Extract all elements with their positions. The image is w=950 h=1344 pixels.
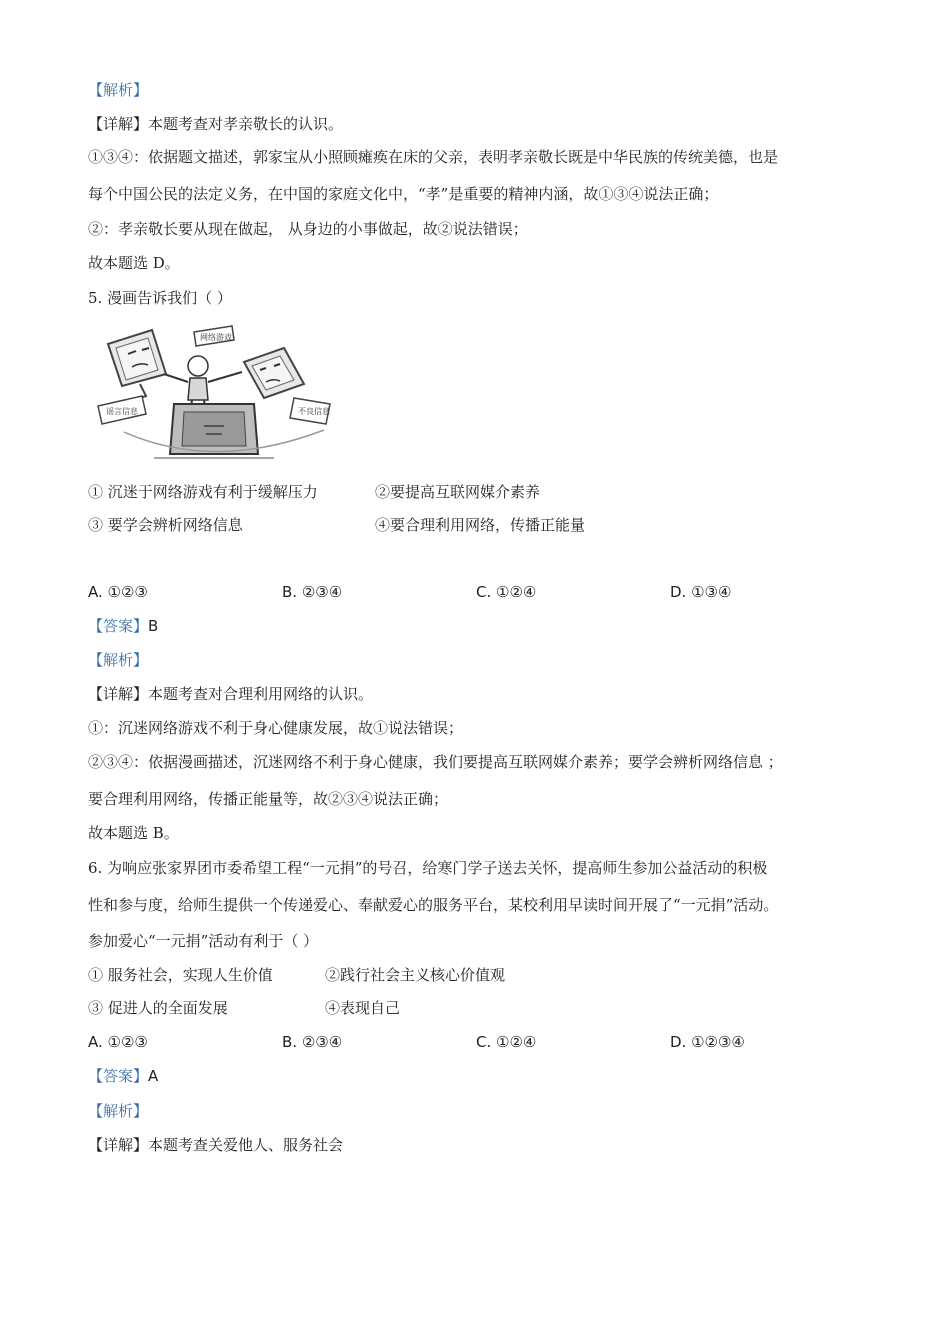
detail-label: 【详解】 bbox=[88, 115, 149, 133]
cartoon-illustration bbox=[94, 322, 346, 468]
statement-item: ③ 促进人的全面发展 bbox=[88, 999, 228, 1017]
answer-value: A bbox=[148, 1067, 159, 1085]
question-6-stem: 6. 为响应张家界团市委希望工程“一元捐”的号召，给寒门学子送去关怀，提高师生参加公益活动的积极 bbox=[88, 859, 768, 877]
statement-item: ②践行社会主义核心价值观 bbox=[325, 966, 506, 984]
cartoon-image bbox=[94, 322, 346, 468]
explanation-line: ②③④：依据漫画描述，沉迷网络不利于身心健康，我们要提高互联网媒介素养；要学会辨析网络信息 ； bbox=[88, 753, 783, 771]
cartoon-sign-label: 不良信息 bbox=[298, 407, 330, 416]
answer-choice: B. ②③④ bbox=[282, 583, 343, 601]
answer-choice: D. ①②③④ bbox=[670, 1033, 745, 1051]
answer-label: 【答案】 bbox=[88, 617, 149, 635]
statement-item: ① 服务社会，实现人生价值 bbox=[88, 966, 273, 984]
explanation-line: 每个中国公民的法定义务，在中国的家庭文化中，“孝”是重要的精神内涵，故①③④说法正确； bbox=[88, 185, 719, 203]
cartoon-sign-label: 谣言信息 bbox=[106, 407, 138, 416]
statement-item: ④要合理利用网络，传播正能量 bbox=[375, 516, 586, 534]
answer-value: B bbox=[148, 617, 159, 635]
conclusion-line: 故本题选 B。 bbox=[88, 824, 179, 842]
cartoon-sign-label: 网络游戏 bbox=[200, 333, 232, 342]
detail-label: 【详解】 bbox=[88, 1136, 149, 1154]
answer-choice: A. ①②③ bbox=[88, 583, 148, 601]
answer-choice: A. ①②③ bbox=[88, 1033, 148, 1051]
detail-label: 【详解】 bbox=[88, 685, 149, 703]
conclusion-line: 故本题选 D。 bbox=[88, 254, 180, 272]
answer-label: 【答案】 bbox=[88, 1067, 149, 1085]
detail-paragraph bbox=[88, 1135, 343, 1155]
analysis-label: 【解析】 bbox=[88, 651, 149, 669]
explanation-line: 要合理利用网络，传播正能量等，故②③④说法正确； bbox=[88, 790, 449, 808]
detail-text: 本题考查对孝亲敬长的认识。 bbox=[148, 115, 344, 133]
question-5-stem: 5. 漫画告诉我们（ ） bbox=[88, 289, 232, 307]
detail-paragraph bbox=[88, 114, 343, 134]
answer-paragraph bbox=[88, 616, 158, 636]
question-6-stem: 参加爱心“一元捐”活动有利于（ ） bbox=[88, 932, 319, 950]
statement-item: ③ 要学会辨析网络信息 bbox=[88, 516, 243, 534]
detail-text: 本题考查对合理利用网络的认识。 bbox=[148, 685, 374, 703]
detail-text: 本题考查关爱他人、服务社会 bbox=[148, 1136, 344, 1154]
question-6-stem: 性和参与度，给师生提供一个传递爱心、奉献爱心的服务平台，某校利用早读时间开展了“一元捐”活动。 bbox=[88, 896, 779, 914]
explanation-line: ②：孝亲敬长要从现在做起， 从身边的小事做起，故②说法错误； bbox=[88, 220, 528, 238]
answer-choice: C. ①②④ bbox=[476, 583, 537, 601]
detail-paragraph bbox=[88, 684, 373, 704]
analysis-label: 【解析】 bbox=[88, 1102, 149, 1120]
explanation-line: ①：沉迷网络游戏不利于身心健康发展，故①说法错误； bbox=[88, 719, 464, 737]
explanation-line: ①③④：依据题文描述，郭家宝从小照顾瘫痪在床的父亲，表明孝亲敬长既是中华民族的传统美德，也是 bbox=[88, 148, 779, 166]
answer-choice: B. ②③④ bbox=[282, 1033, 343, 1051]
analysis-label: 【解析】 bbox=[88, 81, 149, 99]
statement-item: ④表现自己 bbox=[325, 999, 401, 1017]
statement-item: ②要提高互联网媒介素养 bbox=[375, 483, 541, 501]
answer-choice: C. ①②④ bbox=[476, 1033, 537, 1051]
answer-paragraph bbox=[88, 1066, 158, 1086]
statement-item: ① 沉迷于网络游戏有利于缓解压力 bbox=[88, 483, 318, 501]
answer-choice: D. ①③④ bbox=[670, 583, 732, 601]
